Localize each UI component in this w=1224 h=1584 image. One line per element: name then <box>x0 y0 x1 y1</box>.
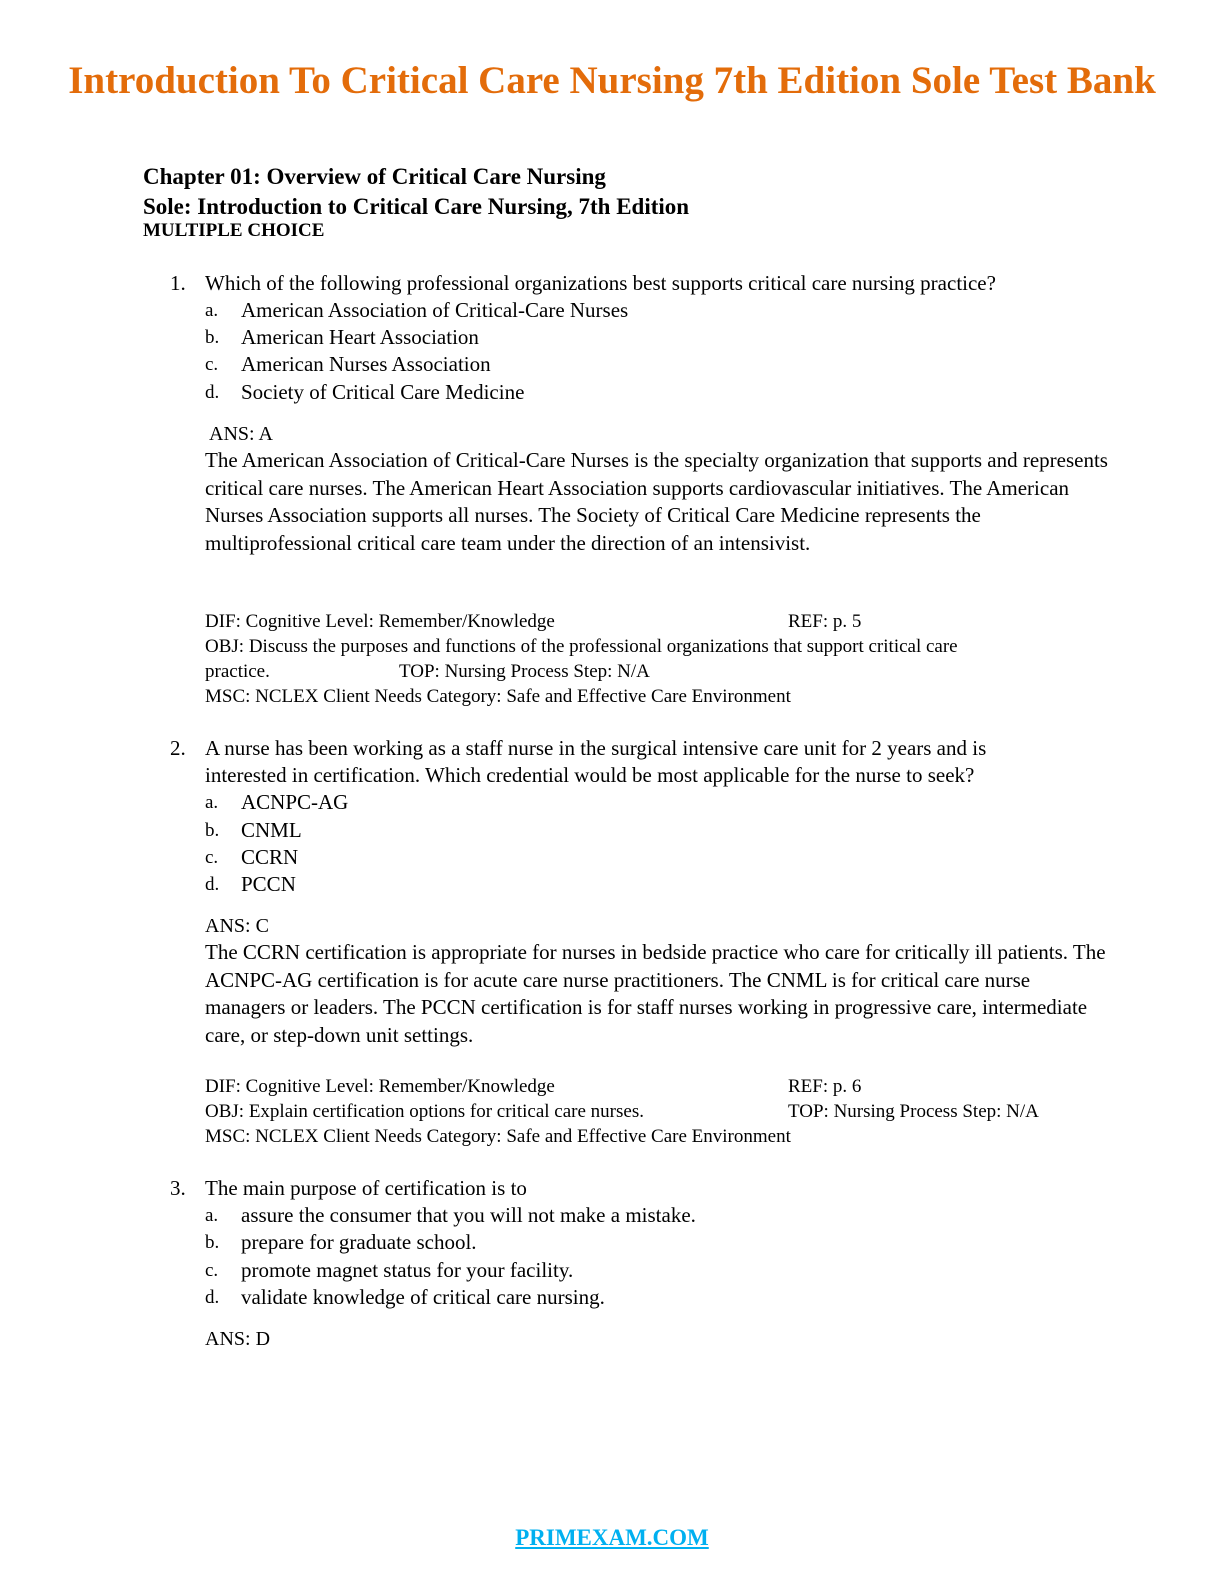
option-text: validate knowledge of critical care nursing. <box>241 1285 605 1309</box>
option-text: American Heart Association <box>241 325 479 349</box>
option-letter: b. <box>205 327 220 348</box>
option-text: prepare for graduate school. <box>241 1230 477 1254</box>
option-letter: a. <box>205 792 219 813</box>
option-text: promote magnet status for your facility. <box>241 1258 574 1282</box>
option-text: Society of Critical Care Medicine <box>241 380 525 404</box>
option-text: CCRN <box>241 845 299 869</box>
reference: REF: p. 5 <box>788 611 862 632</box>
question-number: 3. <box>170 1176 186 1200</box>
objective-continued: practice. <box>205 661 270 682</box>
topic: TOP: Nursing Process Step: N/A <box>399 661 650 682</box>
option-text: CNML <box>241 818 302 842</box>
option-letter: a. <box>205 300 219 321</box>
option-letter: d. <box>205 1287 220 1308</box>
question-number: 1. <box>170 271 186 295</box>
footer <box>0 1525 1224 1551</box>
option-letter: c. <box>205 1260 219 1281</box>
option-letter: b. <box>205 820 220 841</box>
option-text: assure the consumer that you will not make a mistake. <box>241 1203 696 1227</box>
book-title: Sole: Introduction to Critical Care Nursing, 7th Edition <box>143 194 690 219</box>
msc: MSC: NCLEX Client Needs Category: Safe and Effective Care Environment <box>205 1126 791 1147</box>
question-stem: A nurse has been working as a staff nurse in the surgical intensive care unit for 2 years and is <box>205 736 987 760</box>
rationale: The CCRN certification is appropriate for nurses in bedside practice who care for critically ill patients. The ACNPC-AG certification is for acute care nurse practitioners. The CNML is for critical care nurse managers or leaders. The PCCN certification is for staff nurses working in progressive care, intermediate care, or step-down unit settings. <box>205 940 1106 1047</box>
objective: OBJ: Explain certification options for critical care nurses. <box>205 1101 644 1122</box>
question-stem: The main purpose of certification is to <box>205 1176 527 1200</box>
document-title: Introduction To Critical Care Nursing 7th Edition Sole Test Bank <box>68 59 1156 102</box>
reference: REF: p. 6 <box>788 1076 862 1097</box>
difficulty: DIF: Cognitive Level: Remember/Knowledge <box>205 1076 555 1097</box>
option-letter: d. <box>205 874 220 895</box>
topic: TOP: Nursing Process Step: N/A <box>788 1101 1039 1122</box>
footer-link[interactable]: PRIMEXAM.COM <box>515 1525 709 1550</box>
option-letter: a. <box>205 1205 219 1226</box>
section-heading: MULTIPLE CHOICE <box>143 220 325 241</box>
question-stem: Which of the following professional organizations best supports critical care nursing practice? <box>205 271 996 295</box>
option-letter: d. <box>205 382 220 403</box>
option-text: ACNPC-AG <box>241 790 349 814</box>
msc: MSC: NCLEX Client Needs Category: Safe and Effective Care Environment <box>205 686 791 707</box>
question-number: 2. <box>170 736 186 760</box>
difficulty: DIF: Cognitive Level: Remember/Knowledge <box>205 611 555 632</box>
answer-key: ANS: C <box>205 915 269 937</box>
objective: OBJ: Discuss the purposes and functions of the professional organizations that support critical care <box>205 636 958 657</box>
answer-key: ANS: A <box>209 423 273 445</box>
rationale: The American Association of Critical-Care Nurses is the specialty organization that supports and represents critical care nurses. The American Heart Association supports cardiovascular initiatives. The American Nurses Association supports all nurses. The Society of Critical Care Medicine represents the multiprofessional critical care team under the direction of an intensivist. <box>205 448 1108 555</box>
chapter-heading <box>143 162 689 222</box>
question-stem-continued: interested in certification. Which credential would be most applicable for the nurse to seek? <box>205 763 975 787</box>
option-letter: c. <box>205 354 219 375</box>
option-letter: b. <box>205 1232 220 1253</box>
option-letter: c. <box>205 847 219 868</box>
option-text: PCCN <box>241 872 296 896</box>
answer-key: ANS: D <box>205 1328 271 1350</box>
option-text: American Nurses Association <box>241 352 491 376</box>
chapter-title: Chapter 01: Overview of Critical Care Nursing <box>143 164 606 189</box>
option-text: American Association of Critical-Care Nurses <box>241 298 629 322</box>
